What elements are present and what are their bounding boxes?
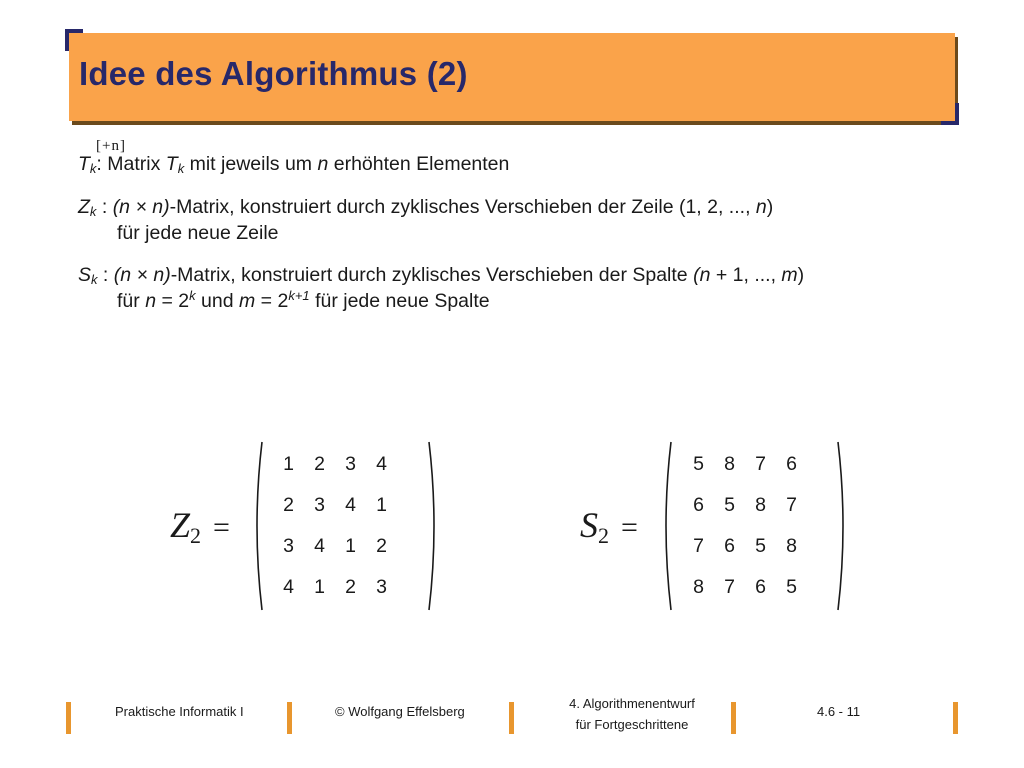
matrix-cell: 4	[376, 453, 387, 475]
t-superscript: [+n]	[96, 138, 126, 154]
matrix-s-left-paren	[661, 441, 673, 611]
footer-course: Praktische Informatik I	[115, 704, 244, 719]
footer-chapter-line2: für Fortgeschrittene	[575, 717, 689, 732]
corner-bracket-bottom-right	[941, 103, 959, 125]
slide-title: Idee des Algorithmus (2)	[79, 55, 468, 92]
matrix-cell: 2	[376, 535, 387, 557]
matrix-cell: 4	[314, 535, 325, 557]
matrix-cell: 6	[755, 576, 766, 598]
matrix-cell: 2	[345, 576, 356, 598]
footer-page-number: 4.6 - 11	[817, 704, 861, 719]
matrix-cell: 6	[724, 535, 735, 557]
matrix-cell: 2	[314, 453, 325, 475]
matrix-s-label: $S_2$ =	[580, 505, 638, 548]
matrix-z-cells	[273, 452, 397, 616]
matrix-z-left-paren	[252, 441, 264, 611]
matrix-cell: 8	[693, 576, 704, 598]
matrix-cell: 5	[693, 453, 704, 475]
t-symbol: $T_k$ [+n]	[78, 151, 96, 177]
definition-s: $S_k$ : (n × n)-Matrix, konstruiert durch zyklisches Verschieben der Spalte (n + 1, ..., m) für $n = 2^k$ und $m = 2^{k+1}$ für jede neue Spalte	[78, 264, 805, 312]
matrix-cell: 3	[376, 576, 387, 598]
matrix-cell: 5	[724, 494, 735, 516]
footer-divider	[731, 702, 736, 734]
footer-divider	[66, 702, 71, 734]
matrix-cell: 8	[755, 494, 766, 516]
matrix-cell: 1	[345, 535, 356, 557]
matrix-cell: 1	[314, 576, 325, 598]
matrix-cell: 1	[376, 494, 387, 516]
matrix-cell: 7	[693, 535, 704, 557]
matrix-cell: 3	[314, 494, 325, 516]
matrix-cell: 7	[786, 494, 797, 516]
matrix-z-right-paren	[427, 441, 439, 611]
footer-author: © Wolfgang Effelsberg	[335, 704, 465, 719]
matrix-cell: 4	[283, 576, 294, 598]
definition-s-line2: für $n = 2^k$ und $m = 2^{k+1}$ für jede neue Spalte	[117, 288, 490, 312]
matrix-cell: 7	[724, 576, 735, 598]
matrix-cell: 5	[755, 535, 766, 557]
footer-divider	[953, 702, 958, 734]
definition-z-line2: für jede neue Zeile	[117, 222, 279, 244]
matrix-cell: 8	[724, 453, 735, 475]
matrix-cell: 8	[786, 535, 797, 557]
matrix-cell: 3	[345, 453, 356, 475]
matrix-cell: 6	[786, 453, 797, 475]
footer-divider	[509, 702, 514, 734]
matrix-cell: 5	[786, 576, 797, 598]
definition-z: $Z_k$ : (n × n)-Matrix, konstruiert durch zyklisches Verschieben der Zeile (1, 2, ..., n) für jede neue Zeile	[78, 196, 774, 244]
matrix-z-label: $Z_2$ =	[170, 505, 230, 548]
matrix-cell: 6	[693, 494, 704, 516]
corner-bracket-top-left	[65, 29, 83, 51]
footer-chapter-line1: 4. Algorithmenentwurf	[569, 696, 695, 711]
matrix-cell: 4	[345, 494, 356, 516]
matrix-s-cells	[683, 452, 807, 616]
matrix-cell: 3	[283, 535, 294, 557]
matrix-cell: 1	[283, 453, 294, 475]
footer-chapter	[557, 693, 707, 735]
footer-divider	[287, 702, 292, 734]
matrix-s-right-paren	[836, 441, 848, 611]
definition-t: $T_k$ [+n] : Matrix $T_k$ mit jeweils um n erhöhten Elementen	[78, 151, 509, 177]
matrix-cell: 2	[283, 494, 294, 516]
title-banner	[69, 33, 955, 121]
matrix-cell: 7	[755, 453, 766, 475]
